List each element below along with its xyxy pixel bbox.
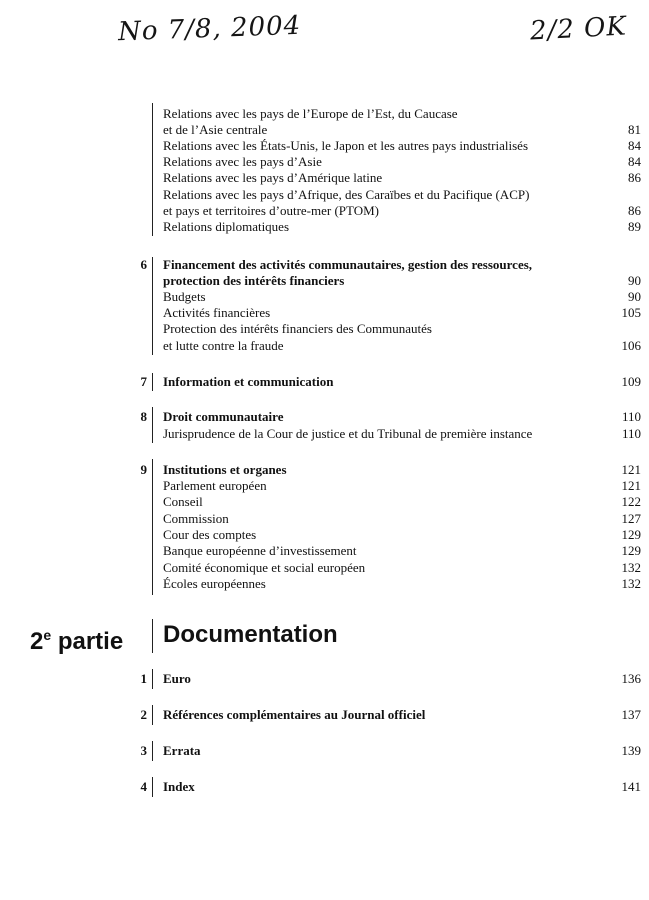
- toc-line: Relations avec les pays d’Asie 84: [163, 154, 641, 169]
- toc-line: Comité économique et social européen 132: [163, 560, 641, 575]
- section-number: 1: [140, 671, 147, 686]
- toc-line: et lutte contre la fraude 106: [163, 338, 641, 353]
- toc-line: Protection des intérêts financiers des Communautés: [163, 321, 432, 336]
- divider-part2-entry-2: [152, 705, 153, 725]
- toc-line: Relations avec les pays de l’Europe de l’Est, du Caucase: [163, 106, 458, 121]
- divider-section-7: [152, 373, 153, 391]
- divider-part2-entry-4: [152, 777, 153, 797]
- divider-part2-title: [152, 619, 153, 653]
- section-number: 2: [140, 707, 147, 722]
- toc-line: et pays et territoires d’outre-mer (PTOM) 86: [163, 203, 641, 218]
- section-title: Euro 136: [163, 671, 641, 686]
- toc-line: Écoles européennes 132: [163, 576, 641, 591]
- section-number: 8: [140, 409, 147, 424]
- section-title: Financement des activités communautaires, gestion des ressources,: [163, 257, 533, 272]
- section-title: Droit communautaire 110: [163, 409, 641, 424]
- toc-line: et de l’Asie centrale 81: [163, 122, 641, 137]
- handwritten-ok-note: 2/2 OK: [529, 11, 628, 47]
- toc-line: Cour des comptes 129: [163, 527, 641, 542]
- section-number: 9: [140, 462, 147, 477]
- divider-section-6: [152, 257, 153, 355]
- section-title: Information et communication 109: [163, 374, 641, 389]
- toc-line: Relations avec les pays d’Afrique, des Caraïbes et du Pacifique (ACP): [163, 187, 530, 202]
- divider-part2-entry-3: [152, 741, 153, 761]
- toc-line: Relations diplomatiques 89: [163, 219, 641, 234]
- section-number: 6: [140, 257, 147, 272]
- section-title: Errata 139: [163, 743, 641, 758]
- section-title: protection des intérêts financiers 90: [163, 273, 641, 288]
- section-title: Institutions et organes 121: [163, 462, 641, 477]
- part-label: 2e partie: [30, 627, 124, 655]
- toc-line: Activités financières 105: [163, 305, 641, 320]
- divider-section-9: [152, 459, 153, 595]
- toc-line: Budgets 90: [163, 289, 641, 304]
- toc-line: Banque européenne d’investissement 129: [163, 543, 641, 558]
- divider-top: [152, 103, 153, 236]
- section-number: 7: [140, 374, 147, 389]
- divider-part2-entry-1: [152, 669, 153, 689]
- toc-line: Conseil 122: [163, 494, 641, 509]
- toc-line: Parlement européen 121: [163, 478, 641, 493]
- part-title: Documentation: [163, 621, 338, 648]
- divider-section-8: [152, 407, 153, 443]
- toc-line: Jurisprudence de la Cour de justice et du Tribunal de première instance 110: [163, 426, 641, 441]
- section-number: 3: [140, 743, 147, 758]
- toc-line: Relations avec les États-Unis, le Japon et les autres pays industrialisés 84: [163, 138, 641, 153]
- toc-line: Commission 127: [163, 511, 641, 526]
- section-number: 4: [140, 779, 147, 794]
- section-title: Références complémentaires au Journal officiel 137: [163, 707, 641, 722]
- section-title: Index 141: [163, 779, 641, 794]
- toc-line: Relations avec les pays d’Amérique latine 86: [163, 170, 641, 185]
- handwritten-issue-note: No 7/8, 2004: [117, 10, 302, 48]
